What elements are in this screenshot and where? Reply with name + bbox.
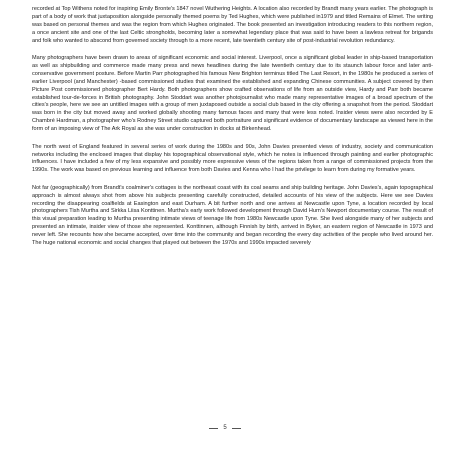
footer-rule-left: [209, 428, 218, 429]
body-text: [32, 6, 433, 257]
page-footer: [0, 424, 450, 432]
page-number: 5: [223, 425, 227, 431]
footer-rule-right: [232, 428, 241, 429]
paragraph-2: Many photographers have been drawn to areas of significant economic and social interest. Liverpool, once a significant global leader in ship-based transportation as well as shipbuilding and commerce made many press and news headlines during the late twentieth century due to its staunch labour force and later anti-conservative government posture. Before Martin Parr photographed his famous New Brighton terminus titled The Last Resort, in the 1980s he produced a series of earlier Liverpool (and Manchester) -based commissioned studies that examined the established and expanding Chinese communities. A subject covered by then Picture Post commissioned photographer Bert Hardy. Both photographers show crafted observations of life from an outside view, Hardy and Parr both became established tour-de-forces in British photography. John Stoddart was another photojournalist who made many representative images of a broad spectrum of the cities's people, here we see an untitled images with a group of men juxtaposed outside a social club based in the city offering a snapshot from the period. Stoddart was born in the city but moved away and worked globally shooting many famous faces and many that were less noted. Insider views were also recorded by E Chambré Hardman, a photographer who's Rodney Street studio captured both portraiture and significant evidence of documentary landscape as viewed here in the form of an imposing view of The Ark Royal as she was under construction in docks at Birkenhead.: [32, 55, 433, 133]
paragraph-1: recorded at Top Withens noted for inspiring Emily Bronte's 1847 novel Wuthering Heights. A location also recorded by Brandt many years earlier. The photograph is part of a body of work that juxtaposition alongside personally themed poems by Ted Hughes, which were published in1979 and titled Remains of Elmet. The writing was based on personal themes and was the region from which Hughes originated. The book presented an investigation introducing readers to this northern region, a once ancient site and one of the last Celtic strongholds, becoming later a somewhat legendary place that was said to have been a lawless retreat for brigands and folk who wanted to abscond from governed society through to a more recent, late twentieth century site of post-industrial revolution redundancy.: [32, 6, 433, 44]
paragraph-4: Not far (geographically) from Brandt's coalminer's cottages is the northeast coast with its coal seams and ship building heritage. John Davies's, again topographical approach is almost always shot from above his subjects presenting carefully constructed, detailed accounts of his view of the subjects. Here we see Davies recording the disappearing coalfields at Easington and east Durham. A bit further north and one arrives at Newcastle upon Tyne, a location recorded by local photographers Tish Murtha and Sirkka Liisa Konttinen. Murtha's early work followed development through David Hurn's Newport documentary course. The result of this visual preparation leading to Murtha presenting intimate views of teenage life from 1980s Newcastle upon Tyne. She lived alongside many of her subjects and presented an intimate, insider view of those she represented. Konttinnen, although Finnish by birth, arrived in Byker, an eastern region of Newcastle in 1973 and never left. She recounts how she became accepted, over time into the community and began recording the every day activities of the people who lived around her. The huge national economic and social changes that played out between the 1970s and 1990s impacted severely: [32, 184, 433, 247]
paragraph-3: The north west of England featured in several series of work during the 1980s and 90s, John Davies presented views of industry, society and communication networks including the enclosed images that display his topographical observational style, which he notes is influenced through painting and earlier photographic influences. I have included a few of my less expansive and possibly more expressive views of the regions taken from a range of commissioned projects from the 1990s. The work was based on previous learning and influence from both Davies and Kenna who I had the privilege to learn from during my formative years.: [32, 143, 433, 174]
